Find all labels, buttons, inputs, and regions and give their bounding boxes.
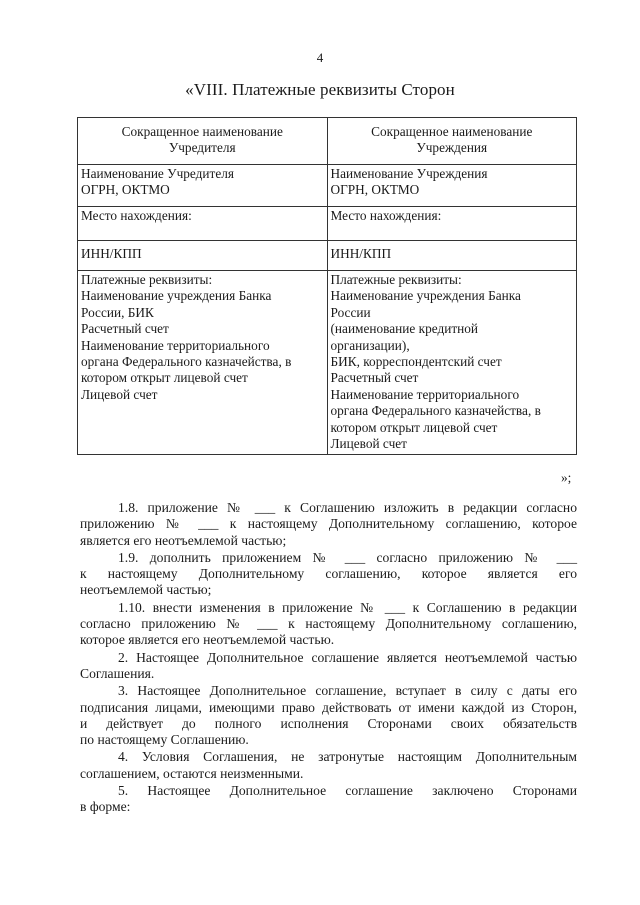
table-header-row xyxy=(78,118,577,165)
cell-line: (наименование кредитной xyxy=(330,321,479,337)
cell-line: ИНН/КПП xyxy=(330,246,392,261)
paragraph-3 xyxy=(80,683,577,748)
cell-line: котором открыт лицевой счет xyxy=(81,370,248,386)
cell-founder-location xyxy=(78,207,328,241)
text-line: согласно приложению № ___ к настоящему Дополнительному соглашению, xyxy=(80,616,577,632)
text-line: 4. Условия Соглашения, не затронутые настоящим Дополнительным xyxy=(118,749,577,765)
text-line: 2. Настоящее Дополнительное соглашение является неотъемлемой частью xyxy=(118,649,577,665)
cell-line: ИНН/КПП xyxy=(81,246,142,261)
text-line: к настоящему Дополнительному соглашению, которое является его xyxy=(80,566,577,582)
header-cell-institution xyxy=(327,118,577,165)
cell-line: Лицевой счет xyxy=(81,386,158,402)
cell-line: Наименование учреждения Банка xyxy=(81,288,272,304)
cell-line: Наименование Учредителя xyxy=(81,166,234,181)
header-cell-founder xyxy=(78,118,328,165)
cell-line: Учреждения xyxy=(416,140,488,156)
text-line: 3. Настоящее Дополнительное соглашение, вступает в силу с даты его xyxy=(118,683,577,699)
paragraph-1-9 xyxy=(80,550,577,599)
text-line: Соглашения. xyxy=(80,665,155,681)
cell-line: России xyxy=(330,304,371,320)
paragraph-1-8 xyxy=(80,500,577,549)
text-line: 1.10. внести изменения в приложение № ___ к Соглашению в редакции xyxy=(118,599,577,615)
payment-details-table xyxy=(77,117,577,455)
table-row-inn xyxy=(78,241,577,271)
paragraph-5 xyxy=(80,783,577,816)
text-line: 5. Настоящее Дополнительное соглашение заключено Сторонами xyxy=(118,783,577,799)
cell-line: организации), xyxy=(330,337,410,353)
text-line: 1.8. приложение № ___ к Соглашению изложить в редакции согласно xyxy=(118,500,577,515)
text-line: которое является его неотъемлемой частью. xyxy=(80,632,335,648)
section-title: «VIII. Платежные реквизиты Сторон xyxy=(185,80,455,99)
cell-line: Расчетный счет xyxy=(330,370,419,386)
cell-line: Учредителя xyxy=(168,140,236,156)
table-row-payment xyxy=(78,271,577,455)
cell-line: Сокращенное наименование xyxy=(371,124,533,139)
text-line: по настоящему Соглашению. xyxy=(80,732,249,748)
text-line: неотъемлемой частью; xyxy=(80,582,212,598)
text-line: 1.9. дополнить приложением № ___ согласно приложению № ___ xyxy=(118,549,577,565)
cell-line: Место нахождения: xyxy=(81,208,192,223)
cell-line: Лицевой счет xyxy=(330,436,407,452)
cell-founder-name xyxy=(78,165,328,207)
cell-line: России, БИК xyxy=(81,304,154,320)
cell-line: Платежные реквизиты: xyxy=(81,272,213,287)
cell-line: котором открыт лицевой счет xyxy=(330,419,498,435)
cell-founder-inn xyxy=(78,241,328,271)
cell-institution-inn xyxy=(327,241,577,271)
text-line: является его неотъемлемой частью; xyxy=(80,532,287,548)
cell-line: ОГРН, ОКТМО xyxy=(330,182,420,198)
paragraph-1-10 xyxy=(80,600,577,649)
text-line: в форме: xyxy=(80,799,131,815)
cell-line: ОГРН, ОКТМО xyxy=(81,182,170,198)
cell-institution-location xyxy=(327,207,577,241)
cell-line: Наименование территориального xyxy=(81,337,270,353)
cell-line: Расчетный счет xyxy=(81,321,169,337)
table-row-location xyxy=(78,207,577,241)
cell-line: органа Федерального казначейства, в xyxy=(81,354,292,370)
paragraph-2 xyxy=(80,650,577,683)
text-line: и действует до полного исполнения Сторонами своих обязательств xyxy=(80,715,577,731)
cell-line: органа Федерального казначейства, в xyxy=(330,403,541,419)
cell-institution-payment xyxy=(327,271,577,455)
cell-line: БИК, корреспондентский счет xyxy=(330,354,502,370)
table-row-name xyxy=(78,165,577,207)
text-line: подписания лицами, имеющими право действовать от имени каждой из Сторон, xyxy=(80,699,577,715)
cell-line: Платежные реквизиты: xyxy=(330,272,462,287)
cell-line: Наименование учреждения Банка xyxy=(330,288,521,304)
body-text xyxy=(80,500,577,817)
closing-quote: »; xyxy=(561,470,572,485)
cell-line: Сокращенное наименование xyxy=(121,124,283,139)
page-number: 4 xyxy=(316,50,324,65)
cell-founder-payment xyxy=(78,271,328,455)
text-line: соглашением, остаются неизменными. xyxy=(80,765,304,781)
cell-line: Место нахождения: xyxy=(330,208,442,223)
text-line: приложению № ___ к настоящему Дополнительному соглашению, которое xyxy=(80,516,577,532)
cell-line: Наименование Учреждения xyxy=(330,166,488,181)
cell-institution-name xyxy=(327,165,577,207)
paragraph-4 xyxy=(80,749,577,782)
cell-line: Наименование территориального xyxy=(330,386,520,402)
